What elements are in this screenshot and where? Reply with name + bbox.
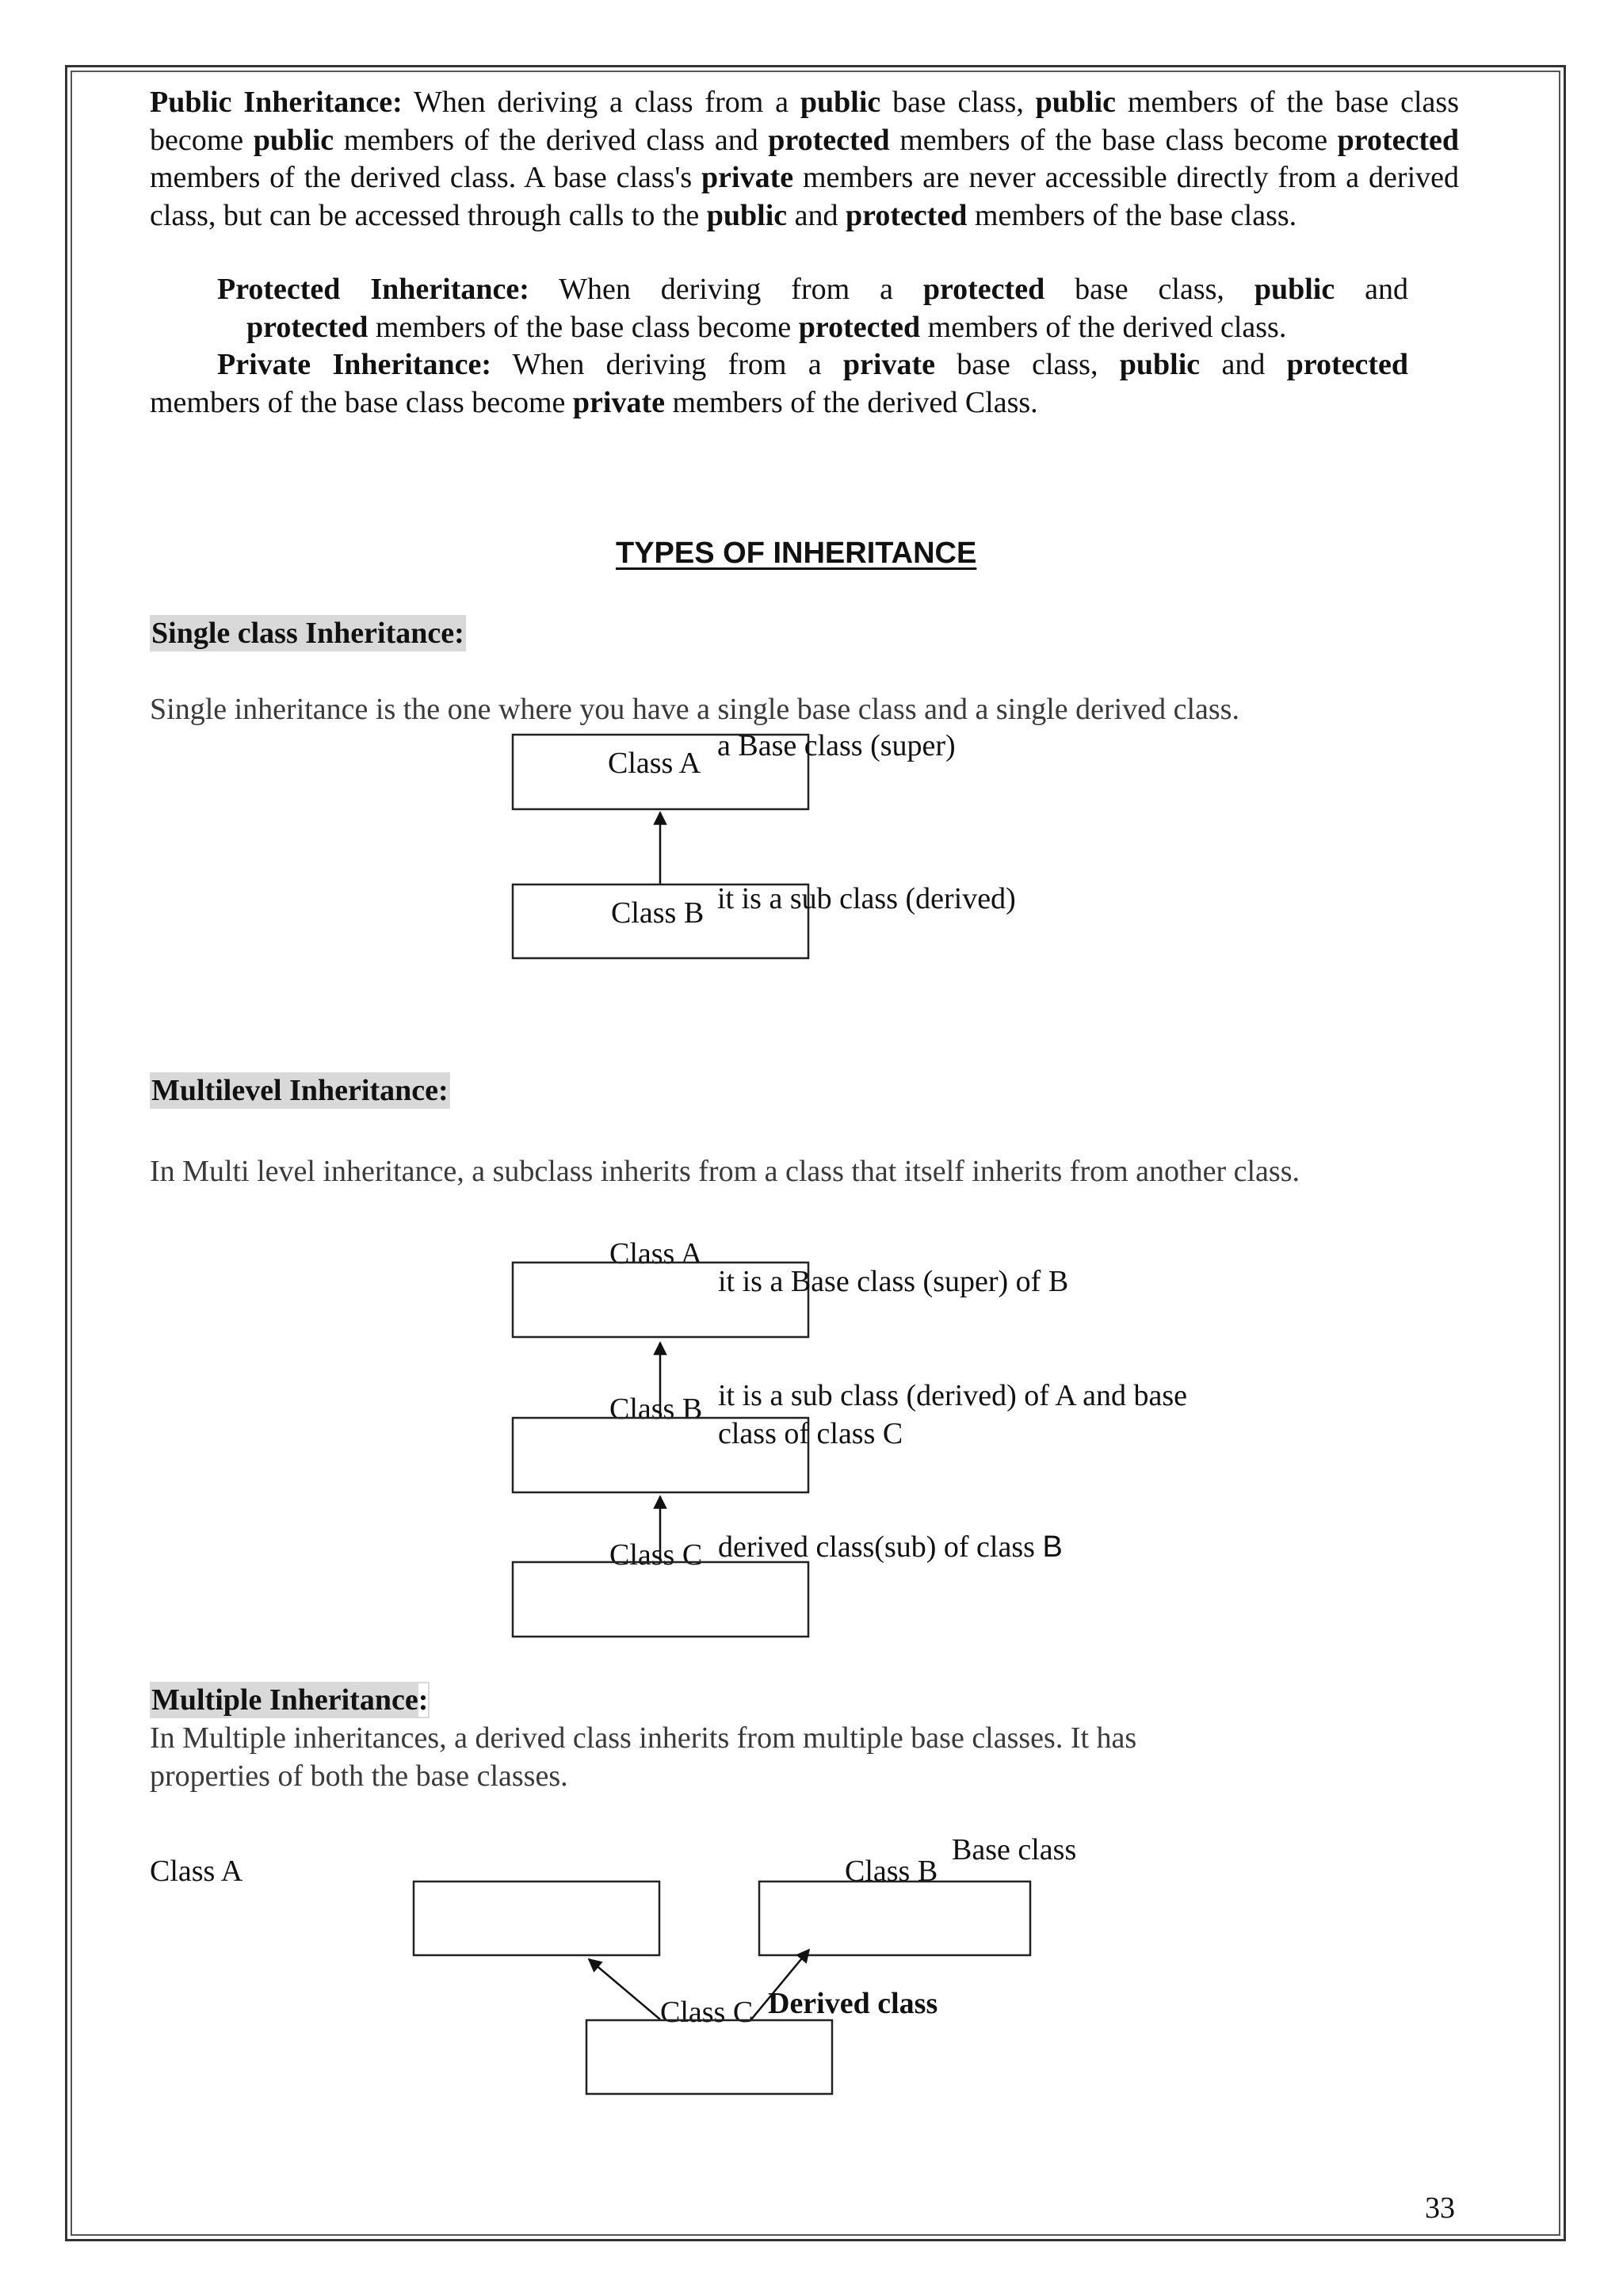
- single-class-a-note: a Base class (super): [717, 729, 956, 762]
- text: members are never accessible directly from a derived class, but can be accessed through calls to the: [150, 161, 1460, 232]
- text: and: [1200, 348, 1287, 381]
- multiple-derived-class-note: Derived class: [768, 1987, 938, 2020]
- single-inheritance-diagram: [513, 729, 1016, 958]
- keyword: public: [1119, 348, 1201, 381]
- heading-colon: :: [418, 1683, 429, 1717]
- text: members of the base class.: [967, 198, 1297, 232]
- types-of-inheritance-heading: TYPES OF INHERITANCE: [616, 537, 977, 570]
- multilevel-class-c-box: [513, 1562, 808, 1637]
- text: members of the base class become: [368, 310, 799, 344]
- multiple-class-c-label: Class C: [660, 1996, 754, 2029]
- multiple-class-a-box: [414, 1881, 659, 1955]
- text: base class,: [880, 86, 1036, 119]
- single-inheritance-description: Single inheritance is the one where you have a single base class and a single derived class.: [150, 693, 1239, 726]
- multilevel-class-b-note-line-1: it is a sub class (derived) of A and base: [718, 1379, 1188, 1412]
- text: members of the derived class. A base class's: [150, 161, 702, 194]
- multiple-inheritance-heading-text: Multiple Inheritance: [151, 1683, 418, 1717]
- keyword: protected: [246, 310, 369, 344]
- single-class-b-note: it is a sub class (derived): [717, 882, 1016, 915]
- multilevel-class-c-note-letter: B: [1042, 1530, 1063, 1564]
- multiple-base-class-note: Base class: [952, 1833, 1077, 1866]
- text: members of the derived class.: [920, 310, 1287, 344]
- multilevel-inheritance-heading: Multilevel Inheritance:: [151, 1074, 449, 1107]
- multiple-class-b-box: [759, 1881, 1030, 1955]
- keyword: public: [1035, 86, 1117, 119]
- private-inheritance-heading: Private Inheritance:: [217, 348, 491, 381]
- page-number: 33: [1425, 2191, 1455, 2225]
- keyword: protected: [768, 123, 890, 157]
- single-inheritance-heading: Single class Inheritance:: [151, 617, 464, 650]
- multilevel-class-c-note-text: derived class(sub) of class: [718, 1530, 1043, 1564]
- keyword: public: [800, 86, 881, 119]
- text: members of the base class become: [150, 385, 573, 419]
- text: members of the derived Class.: [665, 385, 1038, 419]
- keyword: private: [842, 348, 935, 381]
- multilevel-inheritance-diagram: [513, 1237, 1187, 1637]
- text: base class,: [1044, 273, 1254, 306]
- text: When deriving from a: [491, 348, 843, 381]
- multilevel-class-a-label: Class A: [609, 1237, 703, 1270]
- multiple-inheritance-diagram: [150, 1833, 1076, 2094]
- keyword: protected: [1286, 348, 1408, 381]
- text: members of the base class become: [150, 86, 1459, 157]
- keyword: protected: [798, 310, 921, 344]
- keyword: protected: [1337, 123, 1460, 157]
- text: When deriving from a: [529, 273, 923, 306]
- multilevel-class-c-label: Class C: [609, 1538, 703, 1572]
- single-class-b-label: Class B: [611, 896, 705, 930]
- text: members of the derived class and: [334, 123, 769, 157]
- multilevel-inheritance-description: In Multi level inheritance, a subclass inherits from a class that itself inherits from another class.: [150, 1155, 1300, 1188]
- multiple-arrow-c-to-a: [589, 1959, 660, 2019]
- keyword: protected: [922, 273, 1045, 306]
- text: and: [787, 198, 846, 232]
- single-class-a-label: Class A: [608, 747, 701, 780]
- text: and: [1335, 273, 1408, 306]
- keyword: protected: [846, 198, 968, 232]
- multilevel-class-b-note-line-2: class of class C: [718, 1417, 903, 1450]
- description-line-1: In Multiple inheritances, a derived class inherits from multiple base classes. It has: [150, 1721, 1137, 1755]
- text: members of the base class become: [889, 123, 1338, 157]
- multiple-class-a-label: Class A: [150, 1855, 243, 1888]
- description-line-2: properties of both the base classes.: [150, 1759, 568, 1793]
- multilevel-class-b-label: Class B: [609, 1392, 703, 1426]
- multiple-class-b-label: Class B: [845, 1855, 938, 1888]
- multiple-class-c-box: [586, 2020, 832, 2094]
- multilevel-class-c-note: [718, 1530, 1063, 1564]
- keyword: public: [253, 123, 334, 157]
- protected-inheritance-heading: Protected Inheritance:: [217, 273, 529, 306]
- keyword: public: [706, 198, 788, 232]
- keyword: private: [572, 385, 665, 419]
- text: base class,: [934, 348, 1120, 381]
- text: When deriving a class from a: [402, 86, 800, 119]
- public-inheritance-heading: Public Inheritance:: [150, 86, 403, 119]
- multilevel-class-a-note: it is a Base class (super) of B: [718, 1265, 1069, 1298]
- keyword: public: [1254, 273, 1335, 306]
- keyword: private: [701, 161, 794, 194]
